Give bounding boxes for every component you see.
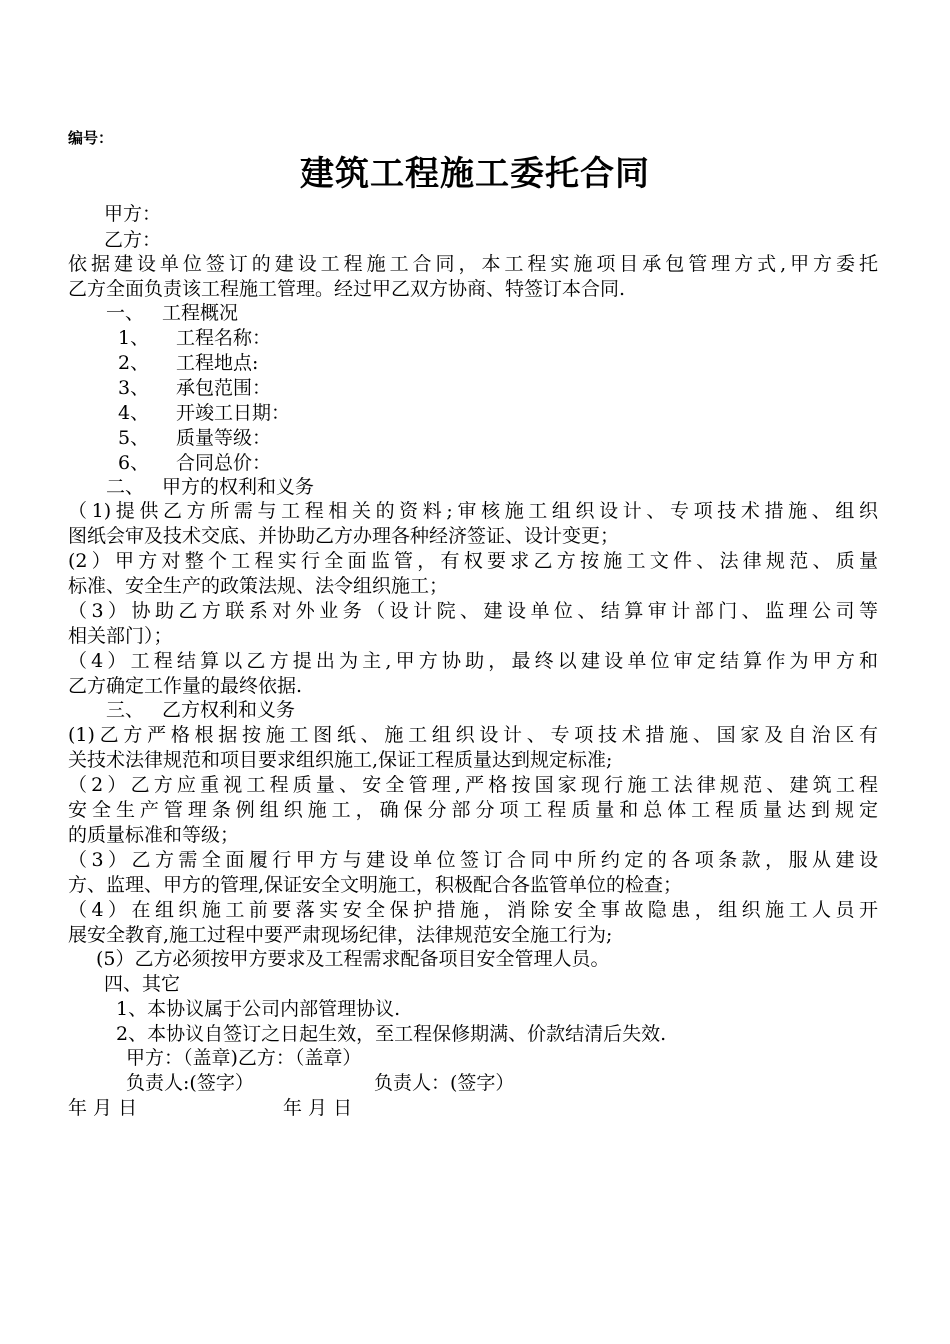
- item-5-number: 5、: [118, 427, 150, 449]
- section-4-item: 1、本协议属于公司内部管理协议.: [116, 998, 401, 1020]
- section-3-line: (5）乙方必须按甲方要求及工程需求配备项目安全管理人员。: [96, 948, 610, 970]
- serial-number-label: 编号：: [68, 129, 114, 147]
- section-2-line: （1)提供乙方所需与工程相关的资料;审核施工组织设计、专项技术措施、组织: [68, 500, 878, 522]
- item-project-location: 工程地点:: [176, 352, 259, 374]
- section-1-heading: 工程概况: [162, 302, 239, 324]
- party-a-signature-label: 负责人:(签字）: [126, 1072, 254, 1094]
- section-3-line: (1)乙方严格根据按施工图纸、施工组织设计、专项技术措施、国家及自治区有: [68, 724, 878, 746]
- party-b-signature-label: 负责人：(签字）: [374, 1072, 515, 1094]
- intro-line-1: 依据建设单位签订的建设工程施工合同，本工程实施项目承包管理方式,甲方委托: [68, 253, 878, 275]
- section-3-line: （4）在组织施工前要落实安全保护措施，消除安全事故隐患，组织施工人员开: [68, 899, 878, 921]
- section-2-number: 二、: [106, 476, 145, 498]
- section-3-line: 展安全教育,施工过程中要严肃现场纪律，法律规范安全施工行为;: [68, 924, 613, 946]
- section-4-heading: 四、其它: [104, 973, 181, 995]
- section-3-line: 方、监理、甲方的管理,保证安全文明施工，积极配合各监管单位的检查；: [68, 874, 683, 896]
- intro-line-2: 乙方全面负责该工程施工管理。经过甲乙双方协商、特签订本合同.: [68, 278, 626, 300]
- party-a-date: 年 月 日: [68, 1097, 138, 1119]
- item-start-end-dates: 开竣工日期：: [176, 402, 291, 424]
- item-project-name: 工程名称：: [176, 327, 272, 349]
- section-2-line: 相关部门）；: [68, 625, 173, 647]
- item-6-number: 6、: [118, 452, 150, 474]
- section-2-line: 图纸会审及技术交底、并协助乙方办理各种经济签证、设计变更；: [68, 525, 620, 547]
- section-3-line: 安全生产管理条例组织施工，确保分部分项工程质量和总体工程质量达到规定: [68, 799, 878, 821]
- item-quality-grade: 质量等级：: [176, 427, 272, 449]
- section-3-line: （2）乙方应重视工程质量、安全管理,严格按国家现行施工法律规范、建筑工程: [68, 774, 878, 796]
- document-title: 建筑工程施工委托合同: [300, 154, 650, 194]
- item-2-number: 2、: [118, 352, 150, 374]
- item-1-number: 1、: [118, 327, 150, 349]
- section-3-line: （3）乙方需全面履行甲方与建设单位签订合同中所约定的各项条款，服从建设: [68, 849, 878, 871]
- party-a-label: 甲方：: [104, 203, 162, 225]
- section-1-number: 一、: [106, 302, 145, 324]
- section-2-line: (2）甲方对整个工程实行全面监管，有权要求乙方按施工文件、法律规范、质量: [68, 550, 878, 572]
- section-3-heading: 乙方权利和义务: [162, 699, 296, 721]
- section-3-line: 关技术法律规范和项目要求组织施工,保证工程质量达到规定标准;: [68, 749, 613, 771]
- party-b-date: 年 月 日: [283, 1097, 353, 1119]
- section-2-line: 乙方确定工作量的最终依据.: [68, 675, 303, 697]
- section-2-heading: 甲方的权利和义务: [162, 476, 315, 498]
- seal-line: 甲方：（盖章)乙方：（盖章）: [126, 1047, 362, 1069]
- item-3-number: 3、: [118, 377, 150, 399]
- item-contract-scope: 承包范围：: [176, 377, 272, 399]
- item-4-number: 4、: [118, 402, 150, 424]
- section-2-line: （4）工程结算以乙方提出为主,甲方协助，最终以建设单位审定结算作为甲方和: [68, 650, 878, 672]
- section-2-line: （3）协助乙方联系对外业务（设计院、建设单位、结算审计部门、监理公司等: [68, 600, 878, 622]
- section-3-line: 的质量标准和等级；: [68, 824, 240, 846]
- item-total-price: 合同总价：: [176, 452, 272, 474]
- party-b-label: 乙方：: [104, 229, 162, 251]
- section-2-line: 标准、安全生产的政策法规、法令组织施工；: [68, 575, 449, 597]
- section-4-item: 2、本协议自签订之日起生效，至工程保修期满、价款结清后失效.: [116, 1023, 667, 1045]
- section-3-number: 三、: [106, 699, 145, 721]
